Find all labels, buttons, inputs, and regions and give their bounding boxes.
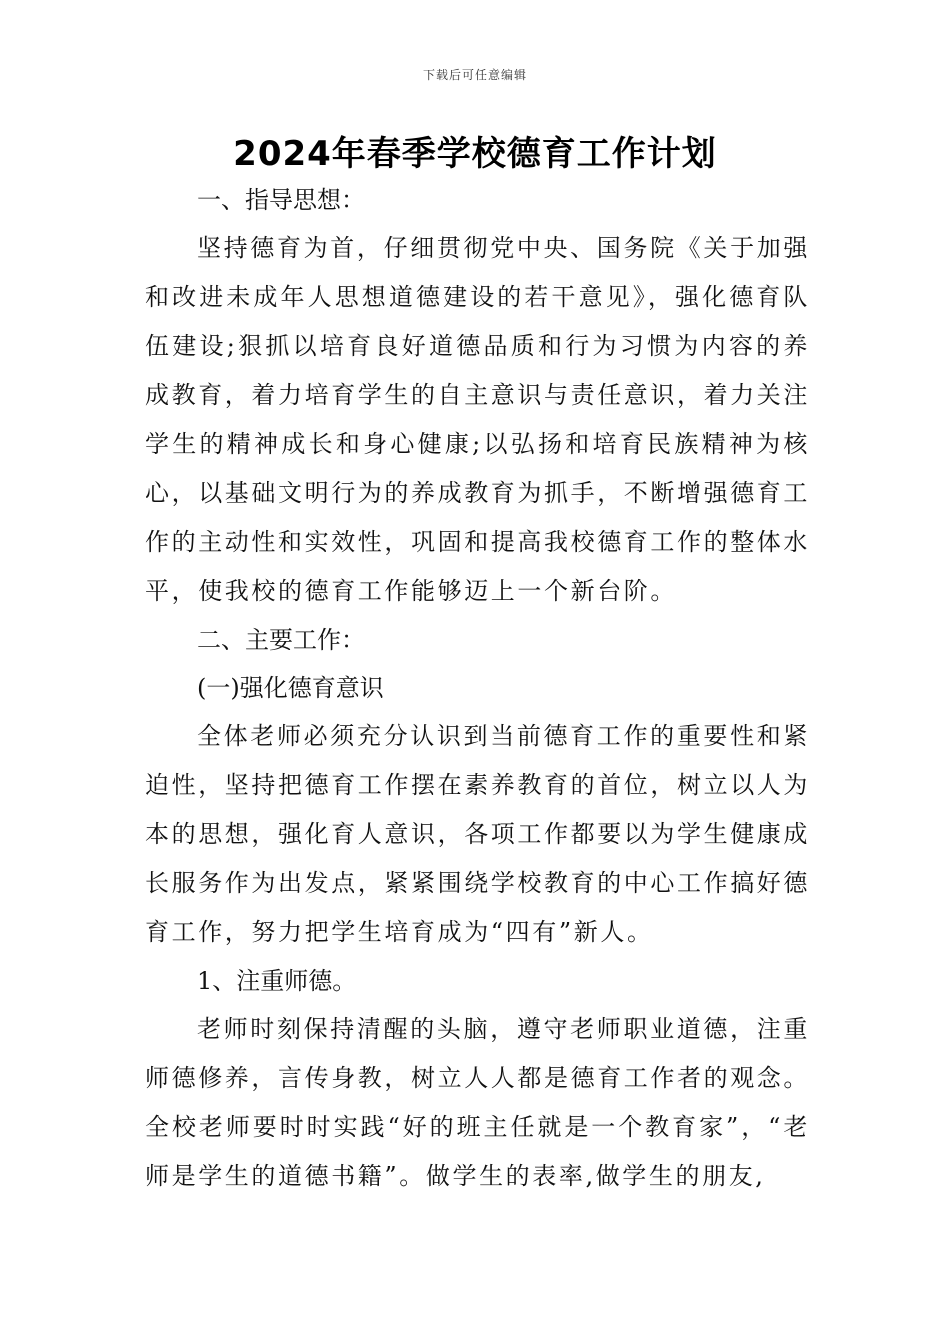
section-heading-guiding-ideology: 一、指导思想：: [197, 186, 365, 214]
paragraph-guiding-ideology: 坚持德育为首，仔细贯彻党中央、国务院《关于加强和改进未成年人思想道德建设的若干意见》，强化德育队伍建设;狠抓以培育良好道德品质和行为习惯为内容的养成教育，着力培育学生的自主意识与责任意识，着力关注学生的精神成长和身心健康;以弘扬和培育民族精神为核心，以基础文明行为的养成教育为抓手，不断增强德育工作的主动性和实效性，巩固和提高我校德育工作的整体水平，使我校的德育工作能够迈上一个新台阶。: [145, 234, 810, 605]
header-note: 下载后可任意编辑: [422, 68, 527, 82]
paragraph-moral-awareness: 全体老师必须充分认识到当前德育工作的重要性和紧迫性，坚持把德育工作摆在素养教育的首位，树立以人为本的思想，强化育人意识，各项工作都要以为学生健康成长服务作为出发点，紧紧围绕学校教育的中心工作搞好德育工作，努力把学生培育成为“四有”新人。: [145, 722, 810, 946]
document-body: [145, 176, 810, 1201]
document-title: 2024年春季学校德育工作计划: [233, 134, 717, 174]
item-heading-teacher-ethics: 1、注重师德。: [197, 967, 357, 995]
paragraph-teacher-ethics: 老师时刻保持清醒的头脑，遵守老师职业道德，注重师德修养，言传身教，树立人人都是德育工作者的观念。全校老师要时时实践“好的班主任就是一个教育家”，“老师是学生的道德书籍”。做学生的表率,做学生的朋友,: [145, 1015, 810, 1190]
subsection-heading-moral-awareness: (一)强化德育意识: [197, 674, 384, 702]
section-heading-main-work: 二、主要工作：: [197, 626, 365, 654]
